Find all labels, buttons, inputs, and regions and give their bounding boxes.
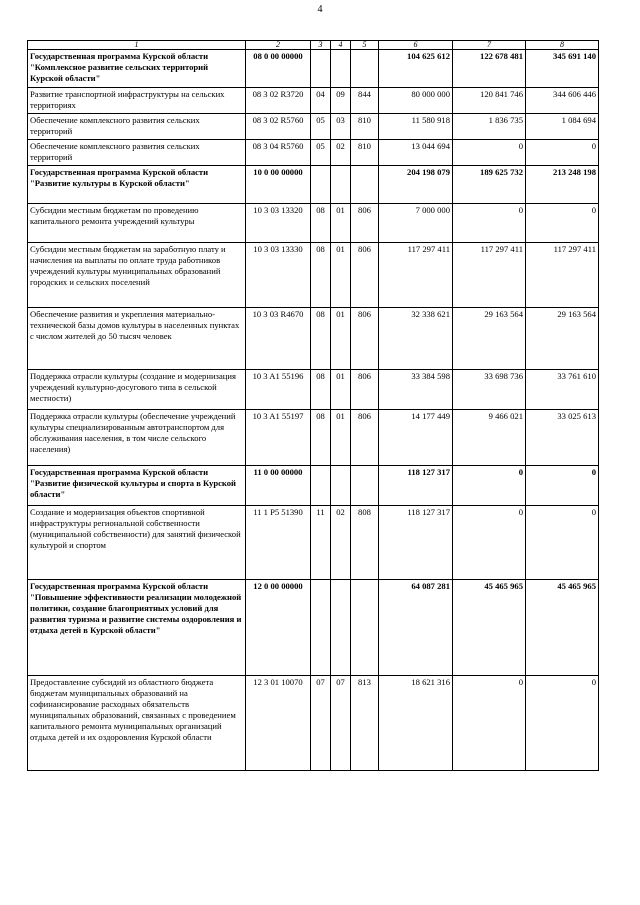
program-row xyxy=(28,466,599,506)
amount-cell: 204 198 079 xyxy=(379,166,453,204)
amount-cell: 344 606 446 xyxy=(526,88,599,114)
section-cell: 08 xyxy=(311,370,331,410)
name-cell: Субсидии местным бюджетам на заработную плату и начисления на выплаты по оплате труда работников учреждений культуры муниципальных образований городских и сельских поселений xyxy=(28,243,246,308)
subsection-cell: 01 xyxy=(331,308,351,370)
section-cell: 08 xyxy=(311,243,331,308)
amount-cell: 345 691 140 xyxy=(526,50,599,88)
amount-cell: 45 465 965 xyxy=(526,580,599,676)
code-cell: 11 0 00 00000 xyxy=(246,466,311,506)
table-row xyxy=(28,676,599,771)
table-row xyxy=(28,204,599,243)
section-cell xyxy=(311,50,331,88)
subsection-cell xyxy=(331,50,351,88)
amount-cell: 117 297 411 xyxy=(379,243,453,308)
code-cell: 10 0 00 00000 xyxy=(246,166,311,204)
name-cell: Создание и модернизация объектов спортивной инфраструктуры региональной собственности (муниципальной собственности) для занятий физической культурой и спортом xyxy=(28,506,246,580)
code-cell: 10 3 03 13330 xyxy=(246,243,311,308)
program-row xyxy=(28,580,599,676)
subsection-cell xyxy=(331,466,351,506)
amount-cell: 118 127 317 xyxy=(379,466,453,506)
amount-cell: 29 163 564 xyxy=(526,308,599,370)
amount-cell: 0 xyxy=(453,140,526,166)
code-cell: 08 3 04 R5760 xyxy=(246,140,311,166)
table-row xyxy=(28,140,599,166)
name-cell: Обеспечение развития и укрепления материально-технической базы домов культуры в населенных пунктах с числом жителей до 50 тысяч человек xyxy=(28,308,246,370)
amount-cell: 7 000 000 xyxy=(379,204,453,243)
subsection-cell: 01 xyxy=(331,410,351,466)
table-row xyxy=(28,243,599,308)
department-cell xyxy=(351,466,379,506)
amount-cell: 13 044 694 xyxy=(379,140,453,166)
department-cell: 844 xyxy=(351,88,379,114)
subsection-cell: 01 xyxy=(331,243,351,308)
table-row xyxy=(28,308,599,370)
subsection-cell xyxy=(331,166,351,204)
section-cell xyxy=(311,580,331,676)
amount-cell: 0 xyxy=(526,676,599,771)
budget-table xyxy=(27,40,599,771)
department-cell: 806 xyxy=(351,308,379,370)
code-cell: 08 3 02 R5760 xyxy=(246,114,311,140)
department-cell: 810 xyxy=(351,114,379,140)
section-cell: 04 xyxy=(311,88,331,114)
code-cell: 10 3 A1 55196 xyxy=(246,370,311,410)
amount-cell: 1 084 694 xyxy=(526,114,599,140)
amount-cell: 0 xyxy=(453,506,526,580)
amount-cell: 33 698 736 xyxy=(453,370,526,410)
amount-cell: 118 127 317 xyxy=(379,506,453,580)
subsection-cell: 02 xyxy=(331,506,351,580)
section-cell: 08 xyxy=(311,204,331,243)
column-header: 2 xyxy=(246,41,311,50)
amount-cell: 0 xyxy=(526,506,599,580)
amount-cell: 122 678 481 xyxy=(453,50,526,88)
section-cell: 05 xyxy=(311,114,331,140)
section-cell xyxy=(311,466,331,506)
department-cell: 806 xyxy=(351,370,379,410)
amount-cell: 0 xyxy=(526,204,599,243)
code-cell: 10 3 A1 55197 xyxy=(246,410,311,466)
table-row xyxy=(28,114,599,140)
amount-cell: 33 761 610 xyxy=(526,370,599,410)
name-cell: Поддержка отрасли культуры (обеспечение учреждений культуры специализированным автотранспортом для обслуживания населения, в том числе сельского населения) xyxy=(28,410,246,466)
amount-cell: 189 625 732 xyxy=(453,166,526,204)
subsection-cell: 02 xyxy=(331,140,351,166)
section-cell: 08 xyxy=(311,308,331,370)
amount-cell: 80 000 000 xyxy=(379,88,453,114)
amount-cell: 0 xyxy=(526,140,599,166)
amount-cell: 213 248 198 xyxy=(526,166,599,204)
department-cell xyxy=(351,50,379,88)
code-cell: 10 3 03 R4670 xyxy=(246,308,311,370)
code-cell: 12 0 00 00000 xyxy=(246,580,311,676)
amount-cell: 1 836 735 xyxy=(453,114,526,140)
amount-cell: 120 841 746 xyxy=(453,88,526,114)
name-cell: Субсидии местным бюджетам по проведению капитального ремонта учреждений культуры xyxy=(28,204,246,243)
department-cell: 813 xyxy=(351,676,379,771)
column-header: 4 xyxy=(331,41,351,50)
amount-cell: 14 177 449 xyxy=(379,410,453,466)
name-cell: Государственная программа Курской области "Развитие физической культуры и спорта в Курской области" xyxy=(28,466,246,506)
name-cell: Обеспечение комплексного развития сельских территорий xyxy=(28,114,246,140)
section-cell xyxy=(311,166,331,204)
amount-cell: 9 466 021 xyxy=(453,410,526,466)
table-row xyxy=(28,88,599,114)
column-header: 8 xyxy=(526,41,599,50)
subsection-cell: 07 xyxy=(331,676,351,771)
department-cell: 806 xyxy=(351,243,379,308)
amount-cell: 117 297 411 xyxy=(526,243,599,308)
program-row xyxy=(28,50,599,88)
amount-cell: 18 621 316 xyxy=(379,676,453,771)
code-cell: 12 3 01 10070 xyxy=(246,676,311,771)
subsection-cell: 01 xyxy=(331,204,351,243)
column-header: 7 xyxy=(453,41,526,50)
subsection-cell: 09 xyxy=(331,88,351,114)
department-cell: 808 xyxy=(351,506,379,580)
code-cell: 08 0 00 00000 xyxy=(246,50,311,88)
code-cell: 11 1 P5 51390 xyxy=(246,506,311,580)
amount-cell: 33 025 613 xyxy=(526,410,599,466)
table-row xyxy=(28,370,599,410)
amount-cell: 0 xyxy=(453,204,526,243)
subsection-cell xyxy=(331,580,351,676)
name-cell: Государственная программа Курской области "Развитие культуры в Курской области" xyxy=(28,166,246,204)
column-header: 1 xyxy=(28,41,246,50)
name-cell: Поддержка отрасли культуры (создание и модернизация учреждений культурно-досугового типа в сельской местности) xyxy=(28,370,246,410)
section-cell: 05 xyxy=(311,140,331,166)
code-cell: 08 3 02 R3720 xyxy=(246,88,311,114)
name-cell: Развитие транспортной инфраструктуры на сельских территориях xyxy=(28,88,246,114)
name-cell: Государственная программа Курской области "Комплексное развитие сельских территорий Курской области" xyxy=(28,50,246,88)
department-cell: 806 xyxy=(351,204,379,243)
amount-cell: 0 xyxy=(453,466,526,506)
table-row xyxy=(28,410,599,466)
name-cell: Государственная программа Курской области "Повышение эффективности реализации молодежной политики, создание благоприятных условий для развития туризма и развитие системы оздоровления и отдыха детей в Курской области" xyxy=(28,580,246,676)
column-header: 6 xyxy=(379,41,453,50)
section-cell: 11 xyxy=(311,506,331,580)
code-cell: 10 3 03 13320 xyxy=(246,204,311,243)
section-cell: 08 xyxy=(311,410,331,466)
header-row xyxy=(28,41,599,50)
amount-cell: 117 297 411 xyxy=(453,243,526,308)
section-cell: 07 xyxy=(311,676,331,771)
column-header: 5 xyxy=(351,41,379,50)
table-row xyxy=(28,506,599,580)
amount-cell: 104 625 612 xyxy=(379,50,453,88)
amount-cell: 32 338 621 xyxy=(379,308,453,370)
page-number: 4 xyxy=(317,4,323,15)
amount-cell: 45 465 965 xyxy=(453,580,526,676)
subsection-cell: 01 xyxy=(331,370,351,410)
column-header: 3 xyxy=(311,41,331,50)
name-cell: Обеспечение комплексного развития сельских территорий xyxy=(28,140,246,166)
amount-cell: 0 xyxy=(453,676,526,771)
amount-cell: 11 580 918 xyxy=(379,114,453,140)
amount-cell: 29 163 564 xyxy=(453,308,526,370)
department-cell xyxy=(351,166,379,204)
subsection-cell: 03 xyxy=(331,114,351,140)
amount-cell: 64 087 281 xyxy=(379,580,453,676)
amount-cell: 33 384 598 xyxy=(379,370,453,410)
department-cell: 806 xyxy=(351,410,379,466)
amount-cell: 0 xyxy=(526,466,599,506)
program-row xyxy=(28,166,599,204)
department-cell: 810 xyxy=(351,140,379,166)
department-cell xyxy=(351,580,379,676)
name-cell: Предоставление субсидий из областного бюджета бюджетам муниципальных образований на софинансирование расходных обязательств муниципальных образований, связанных с проведением капитального ремонта муниципальных организаций отдыха детей и их оздоровления Курской области xyxy=(28,676,246,771)
